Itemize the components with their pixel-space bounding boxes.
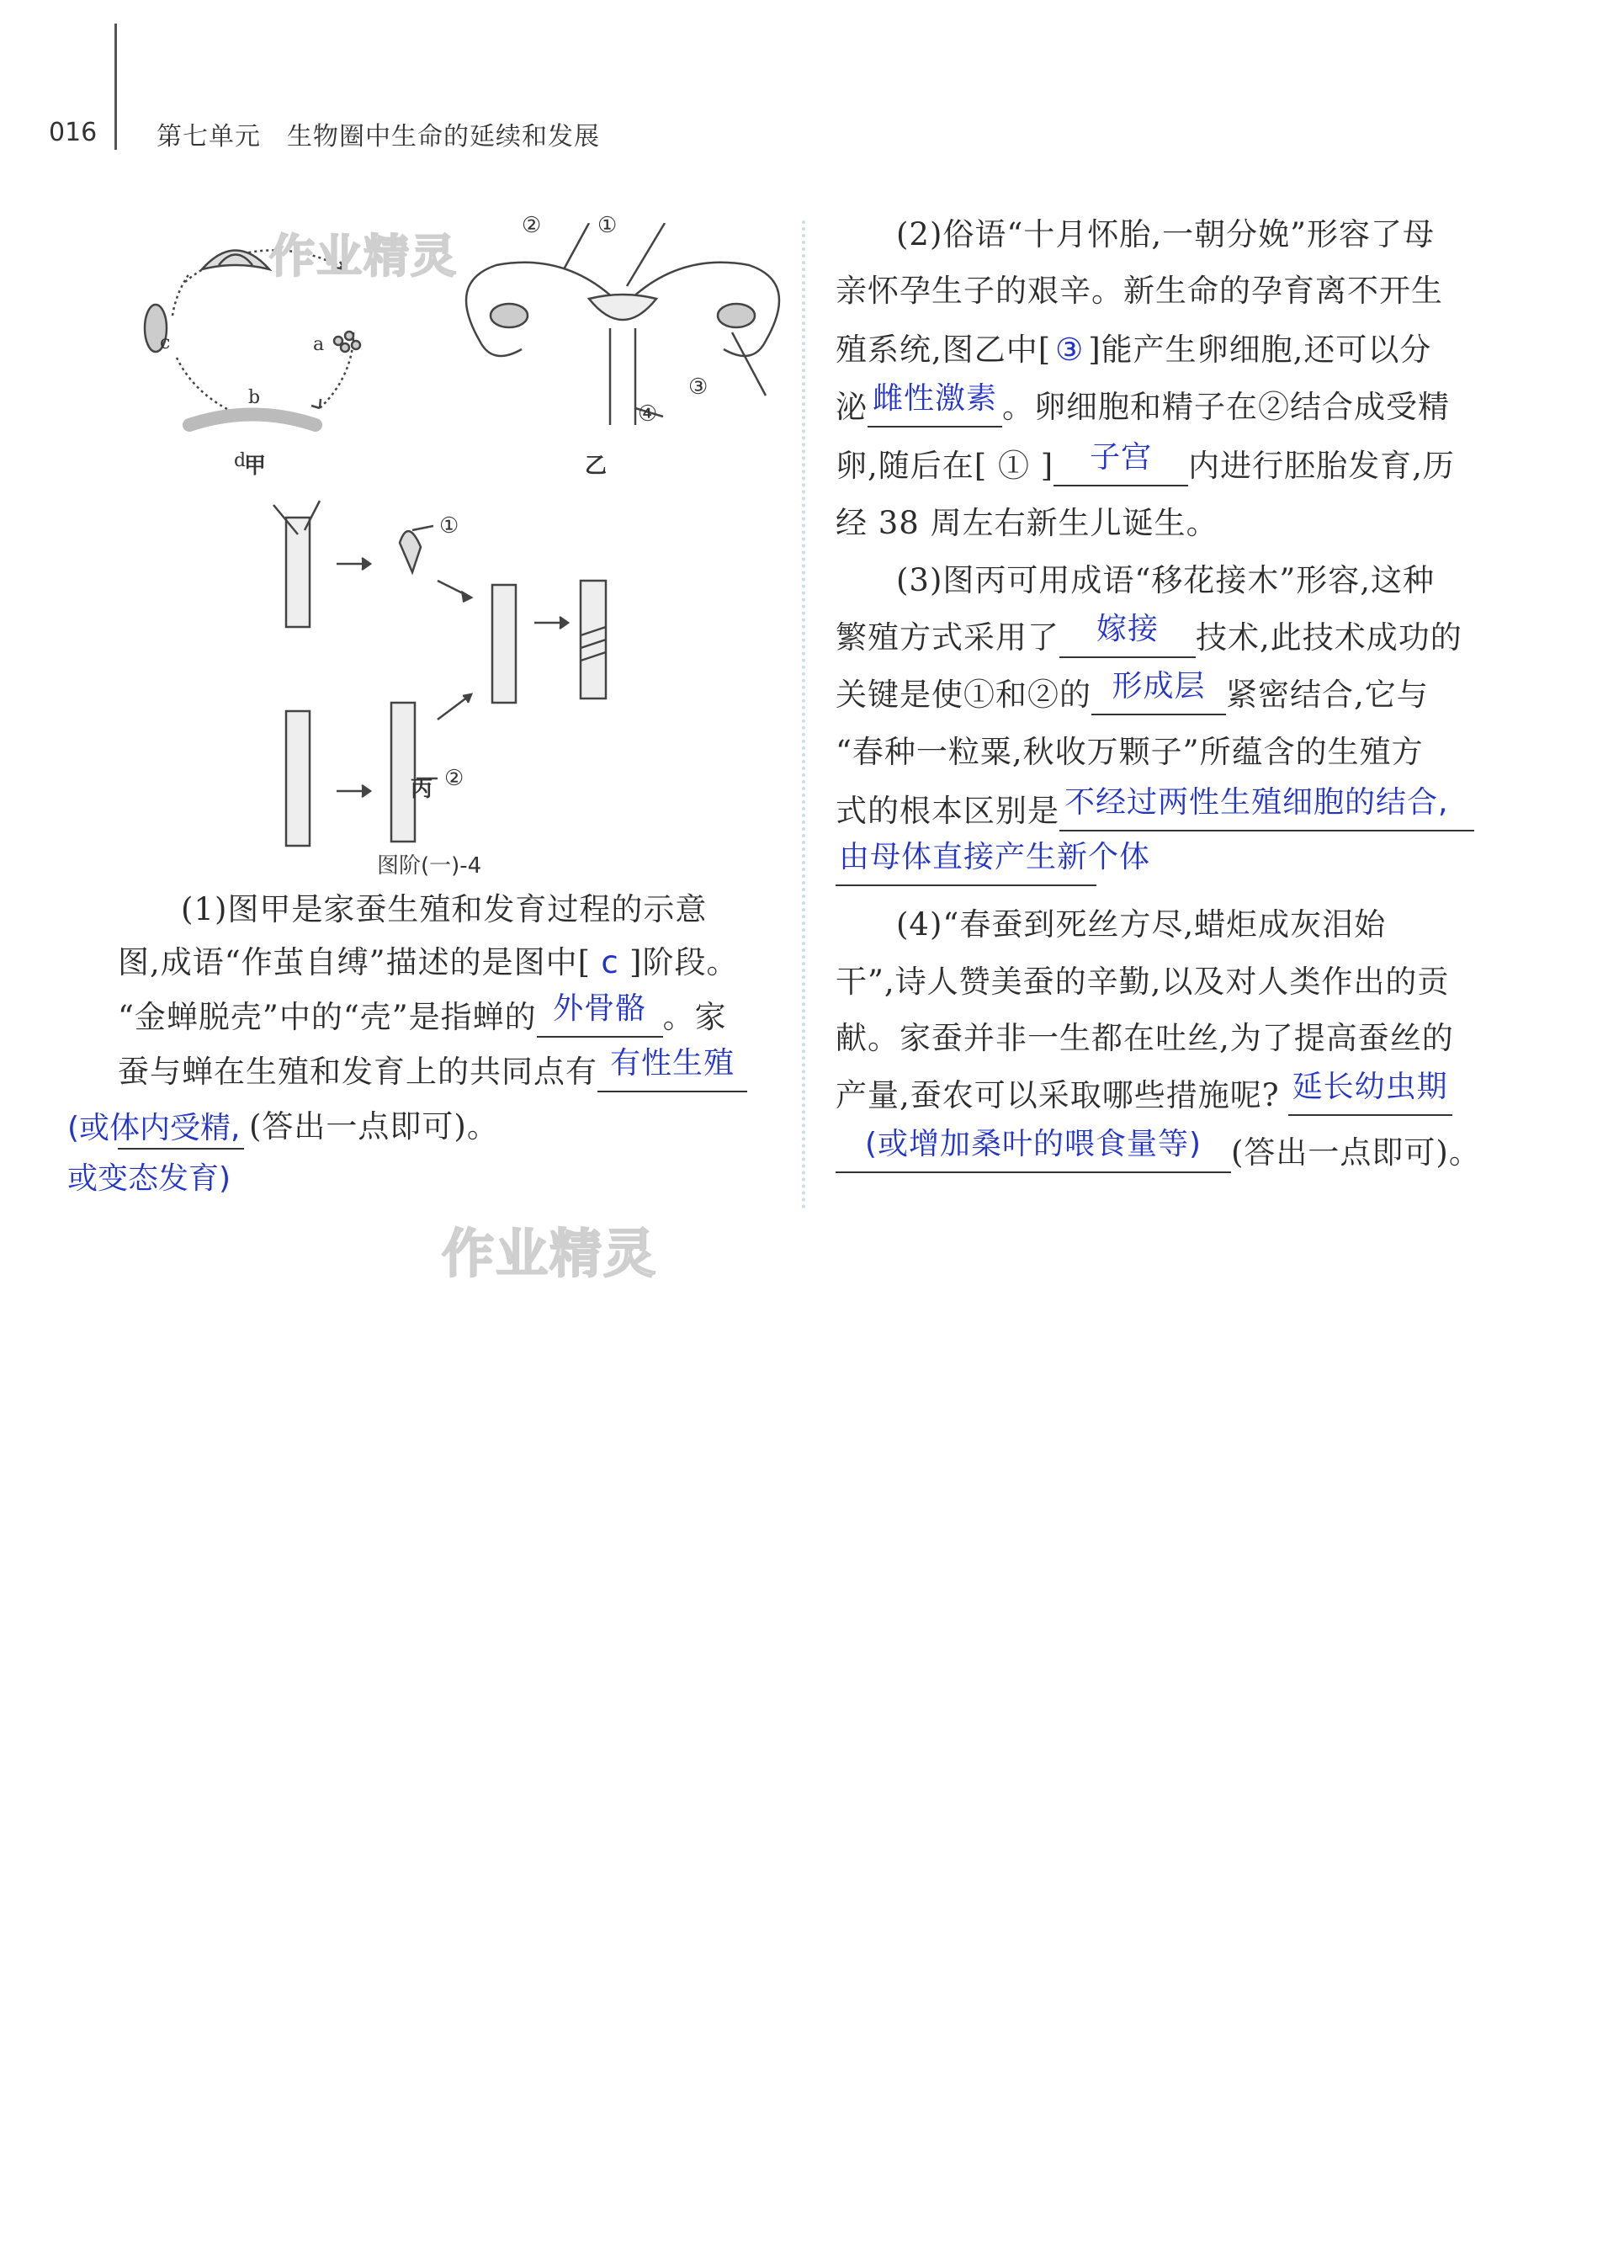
q2-line3: 殖系统,图乙中[ ③ ]能产生卵细胞,还可以分	[836, 330, 1431, 370]
figure-caption: 图阶(一)-4	[377, 853, 482, 879]
q1-extra-underline	[118, 1148, 244, 1150]
q3-line6	[836, 840, 1151, 886]
figure-label-bing: 丙	[411, 777, 433, 802]
answer-blank-common-point: 有性生殖	[597, 1054, 747, 1092]
q1-line3: “金蝉脱壳”中的“壳”是指蝉的 外骨骼 。家	[118, 997, 727, 1038]
marker-1-bing: ①	[439, 513, 459, 539]
stage-label-a: a	[313, 334, 325, 355]
unit-title: 第七单元 生物圈中生命的延续和发展	[157, 122, 600, 151]
answer-blank-difference-1: 不经过两性生殖细胞的结合,	[1059, 793, 1474, 831]
q1-line1: (1)图甲是家蚕生殖和发育过程的示意	[181, 891, 708, 927]
q2-line5: 卵,随后在[ ① ] 子宫 内进行胚胎发育,历	[836, 446, 1455, 486]
answer-blank-exoskeleton: 外骨骼	[537, 999, 663, 1038]
answer-blank-measure-2: (或增加桑叶的喂食量等)	[836, 1134, 1231, 1173]
q3-line5: 式的根本区别是 不经过两性生殖细胞的结合,	[836, 791, 1474, 831]
answer-blank-cambium: 形成层	[1091, 677, 1226, 715]
column-divider	[802, 220, 805, 1209]
reproductive-system-diagram	[466, 223, 779, 425]
q1-handwritten-2: 或变态发育)	[67, 1161, 231, 1196]
answer-blank-hormone: 雌性激素	[868, 389, 1002, 428]
figure-panel	[109, 213, 783, 863]
q1-handwritten-1: (或体内受精,	[67, 1111, 241, 1145]
watermark-top: 作业精灵	[269, 230, 458, 283]
q3-line1: (3)图丙可用成语“移花接木”形容,这种	[896, 562, 1436, 598]
q1-line5-suffix: (答出一点即可)。	[249, 1108, 499, 1145]
answer-blank-uterus: 子宫	[1053, 448, 1188, 486]
answer-blank-difference-2: 由母体直接产生新个体	[836, 847, 1096, 886]
q4-line4: 产量,蚕农可以采取哪些措施呢? 延长幼虫期	[836, 1076, 1452, 1116]
q3-line2: 繁殖方式采用了 嫁接 技术,此技术成功的	[836, 618, 1462, 658]
answer-stage-c: c	[601, 944, 619, 980]
answer-blank-measure-1: 延长幼虫期	[1288, 1077, 1452, 1116]
marker-2-yi: ②	[522, 213, 542, 238]
marker-2-bing: ②	[444, 766, 464, 791]
header-divider	[114, 24, 117, 150]
q4-line1: (4)“春蚕到死丝方尽,蜡炬成灰泪始	[896, 906, 1387, 943]
stage-label-c: c	[160, 332, 171, 353]
q4-line3: 献。家蚕并非一生都在吐丝,为了提高蚕丝的	[836, 1020, 1454, 1056]
stage-label-b: b	[248, 387, 261, 408]
q4-line5: (或增加桑叶的喂食量等) (答出一点即可)。	[836, 1133, 1481, 1173]
q1-line4: 蚕与蝉在生殖和发育上的共同点有 有性生殖	[118, 1052, 747, 1092]
q2-line2: 亲怀孕生子的艰辛。新生命的孕育离不开生	[836, 273, 1443, 309]
q2-line1: (2)俗语“十月怀胎,一朝分娩”形容了母	[896, 216, 1436, 252]
grafting-diagram	[273, 501, 606, 846]
q2-line4: 泌 雌性激素 。卵细胞和精子在②结合成受精	[836, 387, 1450, 428]
marker-1-yi: ①	[597, 213, 618, 238]
q3-line3: 关键是使①和②的 形成层 紧密结合,它与	[836, 675, 1429, 715]
q1-line2: 图,成语“作茧自缚”描述的是图中[ c ]阶段。	[118, 943, 738, 983]
answer-blank-grafting: 嫁接	[1059, 619, 1196, 658]
q2-line6: 经 38 周左右新生儿诞生。	[836, 505, 1218, 541]
page-number: 016	[49, 118, 98, 147]
marker-3-yi: ③	[688, 374, 709, 400]
q3-line4: “春种一粒粟,秋收万颗子”所蕴含的生殖方	[836, 734, 1424, 770]
answer-ovary-marker: ③	[1055, 332, 1085, 368]
q4-line2: 干”,诗人赞美蚕的辛勤,以及对人类作出的贡	[836, 964, 1450, 1000]
stage-label-d: d	[234, 450, 247, 471]
marker-4-yi: ④	[638, 401, 658, 427]
figure-label-jia: 甲	[244, 454, 267, 479]
figure-label-yi: 乙	[585, 454, 608, 479]
watermark-middle: 作业精灵	[442, 1223, 658, 1284]
